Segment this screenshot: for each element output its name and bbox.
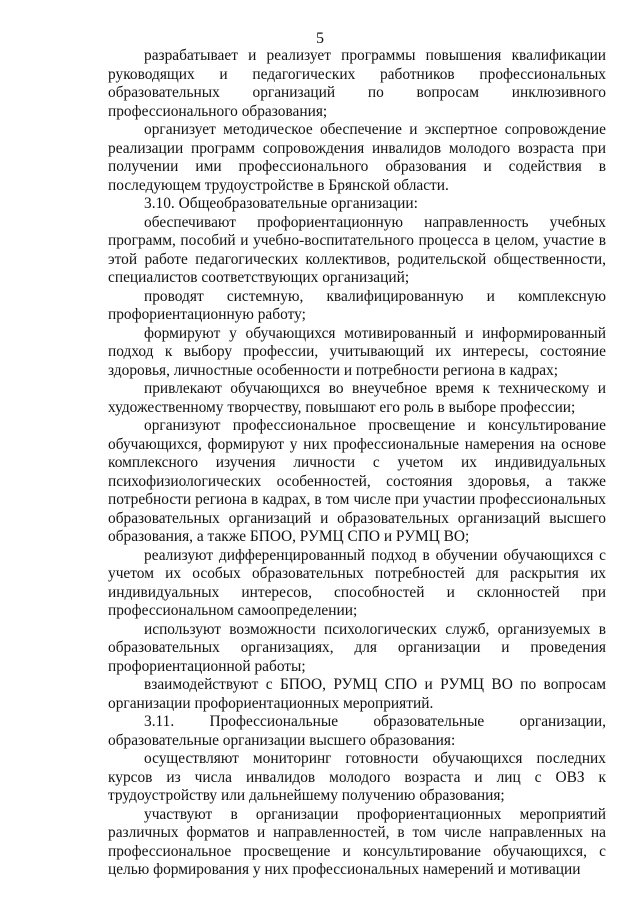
paragraph: формируют у обучающихся мотивированный и информированный подход к выбору профессии, учитывающий их интересы, состояние здоровья, личностные особенности и потребности региона в кадрах; <box>108 324 606 379</box>
section-heading: 3.11. Профессиональные образовательные организации, образовательные организации высшего образования: <box>108 713 606 749</box>
paragraph: используют возможности психологических служб, организуемых в образовательных организациях, для организации и проведения профориентационной работы; <box>108 620 606 675</box>
paragraph: разрабатывает и реализует программы повышения квалификации руководящих и педагогических работников профессиональных образовательных организаций по вопросам инклюзивного профессионального образования; <box>108 47 606 120</box>
paragraph: организует методическое обеспечение и экспертное сопровождение реализации программ сопровождения инвалидов молодого возраста при получении ими профессионального образования и содействия в последующем трудоустройстве в Брянской области. <box>108 121 606 194</box>
paragraph: организуют профессиональное просвещение и консультирование обучающихся, формируют у них профессиональные намерения на основе комплексного изучения личности с учетом их индивидуальных психофизиологических особенностей, состояния здоровья, а также потребности региона в кадрах, в том числе при участии профессиональных образовательных организаций и образовательных организаций высшего образования, а также БПОО, РУМЦ СПО и РУМЦ ВО; <box>108 417 606 545</box>
body-text <box>108 47 606 880</box>
paragraph: участвуют в организации профориентационных мероприятий различных форматов и направленностей, в том числе направленных на профессиональное просвещение и консультирование обучающихся, с целью формирования у них профессиональных намерений и мотивации <box>108 805 606 878</box>
paragraph: обеспечивают профориентационную направленность учебных программ, пособий и учебно-воспитательного процесса в целом, участие в этой работе педагогических коллективов, родительской общественности, специалистов соответствующих организаций; <box>108 213 606 286</box>
paragraph: проводят системную, квалифицированную и комплексную профориентационную работу; <box>108 287 606 323</box>
page-number: 5 <box>316 30 324 47</box>
paragraph: осуществляют мониторинг готовности обучающихся последних курсов из числа инвалидов молодого возраста и лиц с ОВЗ к трудоустройству или дальнейшему получению образования; <box>108 750 606 804</box>
paragraph: привлекают обучающихся во внеучебное время к техническому и художественному творчеству, повышают его роль в выборе профессии; <box>108 380 606 416</box>
section-heading: 3.10. Общеобразовательные организации: <box>144 195 418 212</box>
paragraph: реализуют дифференцированный подход в обучении обучающихся с учетом их особых образовательных потребностей для раскрытия их индивидуальных интересов, способностей и склонностей при профессиональном самоопределении; <box>108 546 606 619</box>
paragraph: взаимодействуют с БПОО, РУМЦ СПО и РУМЦ ВО по вопросам организации профориентационных мероприятий. <box>108 676 606 712</box>
